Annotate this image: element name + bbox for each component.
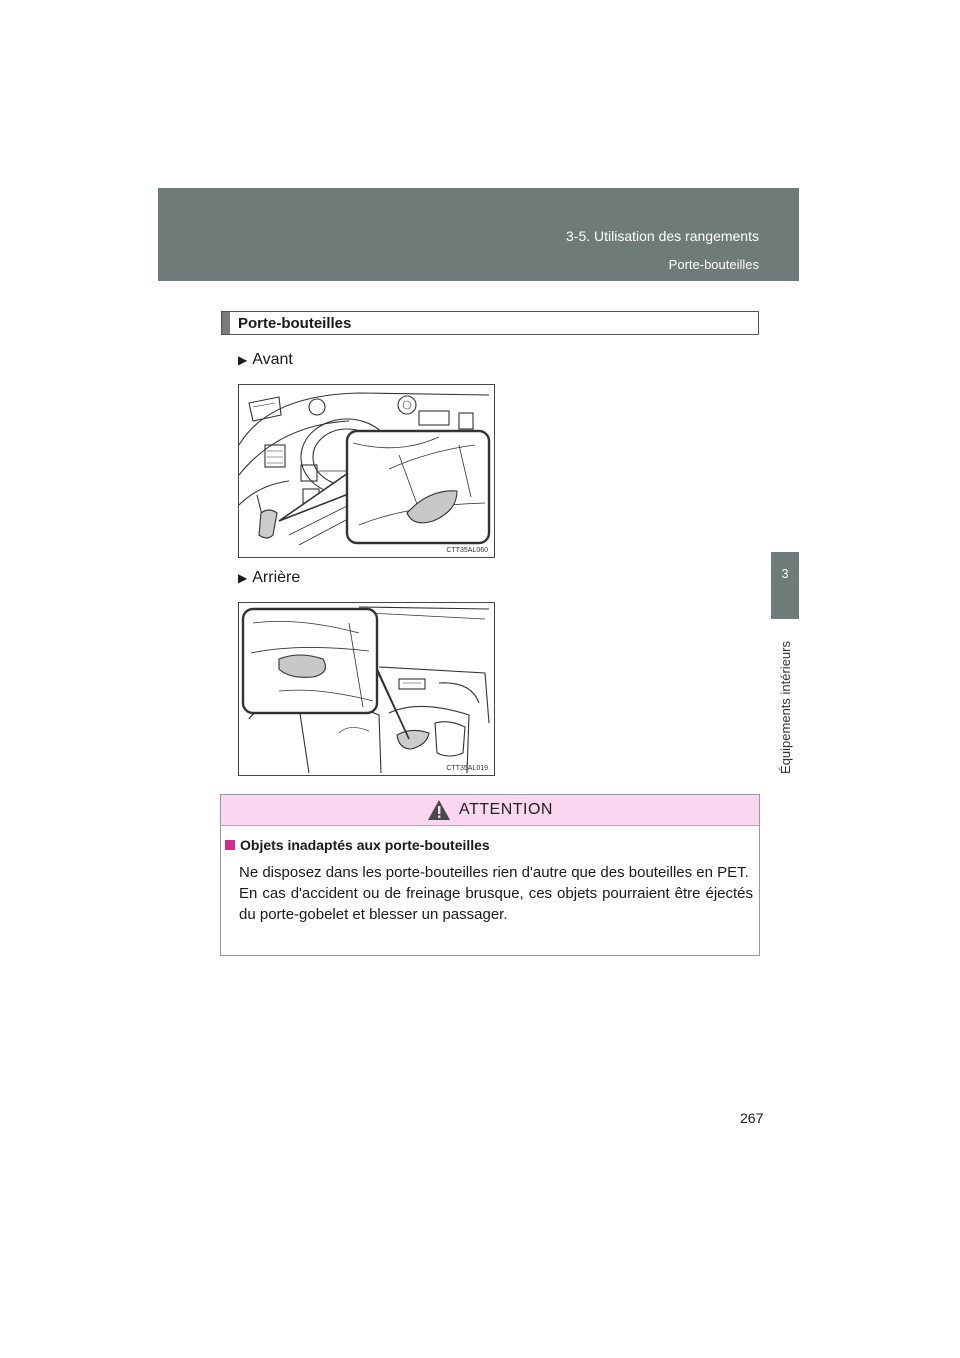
warning-item-title — [225, 837, 490, 853]
square-bullet-icon — [225, 840, 235, 850]
warning-title: ATTENTION — [459, 801, 553, 818]
front-label — [238, 351, 293, 369]
rear-label — [238, 569, 300, 587]
header-section-title: 3-5. Utilisation des rangements — [566, 228, 759, 244]
rear-figure-code: CTT35AL019 — [446, 765, 488, 772]
chapter-tab — [771, 552, 799, 619]
warning-body — [239, 862, 753, 925]
front-figure-code: CTT35AL060 — [446, 547, 488, 554]
triangle-bullet-icon: ▶ — [238, 353, 248, 367]
warning-paragraph: En cas d'accident ou de freinage brusque, ces objets pourraient être éjectés du porte-gobelet et blesser un passager. — [239, 885, 753, 923]
front-label-text: Avant — [252, 351, 293, 368]
triangle-bullet-icon: ▶ — [238, 571, 248, 585]
page-number: 267 — [740, 1110, 764, 1126]
front-bottle-holder-illustration — [238, 384, 495, 558]
warning-box — [220, 794, 760, 956]
rear-bottle-holder-illustration — [238, 602, 495, 776]
header-subsection-title: Porte-bouteilles — [668, 257, 759, 272]
warning-triangle-icon — [427, 799, 451, 821]
heading-accent-bar — [222, 312, 230, 334]
warning-paragraph: Ne disposez dans les porte-bouteilles rien d'autre que des bouteilles en PET. — [239, 864, 749, 881]
section-heading-title: Porte-bouteilles — [238, 314, 352, 332]
chapter-side-label — [771, 622, 799, 792]
section-heading — [221, 311, 759, 335]
warning-header — [221, 795, 759, 826]
warning-item-title-text: Objets inadaptés aux porte-bouteilles — [240, 837, 490, 853]
page-header-band — [158, 188, 799, 281]
chapter-number: 3 — [781, 566, 789, 581]
chapter-title: Équipements intérieurs — [777, 640, 793, 774]
rear-label-text: Arrière — [252, 569, 301, 586]
